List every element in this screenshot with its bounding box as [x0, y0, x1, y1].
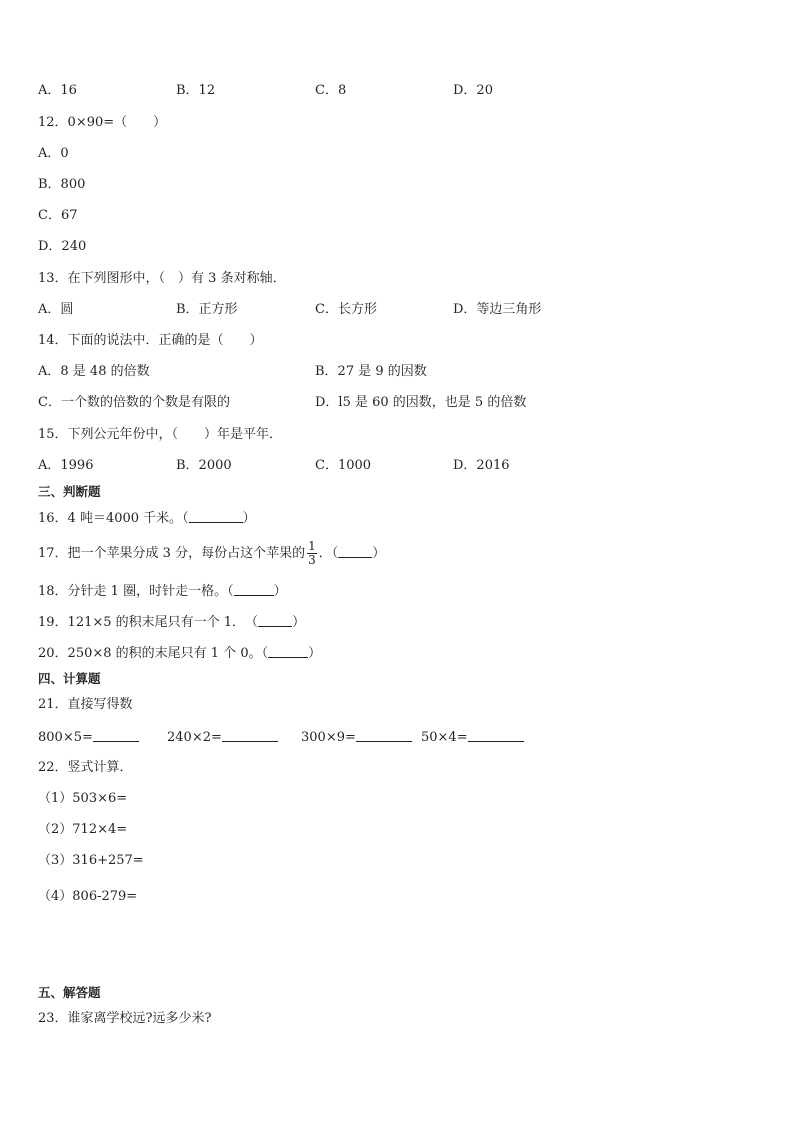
q11-option-b: B．12	[176, 83, 216, 98]
q21-item-3-expr: 300×9=	[301, 730, 356, 745]
q21-item-1-expr: 800×5=	[38, 730, 93, 745]
q17-text: 17．把一个苹果分成 3 分，每份占这个苹果的	[38, 546, 306, 561]
q17-fraction	[307, 540, 317, 567]
q20-text: 20．250×8 的积的末尾只有 1 个 0。（	[38, 646, 269, 661]
q17-answer-blank[interactable]	[338, 545, 372, 558]
q21-item-2-blank[interactable]	[222, 729, 278, 742]
q13-option-c: C．长方形	[315, 302, 377, 317]
q21-item-4	[421, 729, 524, 746]
q18-text: 18．分针走 1 圈，时针走一格。（	[38, 584, 234, 599]
q15-stem: 15．下列公元年份中，（ ）年是平年．	[38, 427, 283, 442]
q13-option-b: B．正方形	[176, 302, 238, 317]
q17-mid: ．（	[318, 546, 339, 561]
q14-option-a: A．8 是 48 的倍数	[38, 364, 150, 379]
q21-item-3-blank[interactable]	[356, 729, 412, 742]
q14-option-c: C．一个数的倍数的个数是有限的	[38, 395, 230, 410]
q19-answer-blank[interactable]	[258, 614, 292, 627]
q22-item-2: （2）712×4=	[38, 822, 128, 837]
section-3-title: 三、判断题	[38, 484, 101, 499]
q21-item-1	[38, 729, 139, 746]
q20-answer-blank[interactable]	[268, 645, 308, 658]
q12-option-a: A．0	[38, 146, 69, 161]
q15-option-d: D．2016	[453, 458, 510, 473]
q11-option-d: D．20	[453, 83, 493, 98]
q15-option-b: B．2000	[176, 458, 232, 473]
q21-item-1-blank[interactable]	[93, 729, 139, 742]
section-5-title: 五、解答题	[38, 985, 101, 1000]
q17-numerator: 1	[308, 539, 316, 553]
q21-item-4-expr: 50×4=	[421, 730, 468, 745]
q18-close: ）	[273, 584, 287, 599]
q13-option-a: A．圆	[38, 302, 74, 317]
q22-item-1: （1）503×6=	[38, 791, 128, 806]
q15-option-c: C．1000	[315, 458, 372, 473]
q11-option-c: C．8	[315, 83, 347, 98]
q17-denominator: 3	[308, 553, 316, 567]
q23-stem: 23．谁家离学校远?远多少米?	[38, 1011, 212, 1026]
q16-stem	[38, 510, 256, 527]
q13-stem: 13．在下列图形中，（ ）有 3 条对称轴．	[38, 271, 286, 286]
q21-item-2-expr: 240×2=	[167, 730, 222, 745]
q21-item-3	[301, 729, 412, 746]
q11-option-a: A．16	[38, 83, 77, 98]
q17-close: ）	[372, 546, 386, 561]
q12-stem: 12．0×90=（ ）	[38, 115, 167, 130]
q21-stem: 21．直接写得数	[38, 697, 133, 712]
q17-stem	[38, 540, 385, 568]
q19-stem	[38, 614, 305, 631]
q18-stem	[38, 583, 287, 600]
q15-option-a: A．1996	[38, 458, 94, 473]
q20-close: ）	[308, 646, 322, 661]
q16-answer-blank[interactable]	[189, 510, 243, 523]
q22-item-3: （3）316+257=	[38, 853, 144, 868]
q12-option-b: B．800	[38, 177, 86, 192]
q14-option-b: B．27 是 9 的因数	[315, 364, 427, 379]
q18-answer-blank[interactable]	[234, 583, 274, 596]
q19-text: 19．121×5 的积末尾只有一个 1． （	[38, 615, 259, 630]
q14-option-d: D．l5 是 60 的因数，也是 5 的倍数	[315, 395, 527, 410]
q21-item-4-blank[interactable]	[468, 729, 524, 742]
q16-close: ）	[242, 511, 256, 526]
q12-option-c: C．67	[38, 208, 78, 223]
q22-stem: 22．竖式计算．	[38, 760, 133, 775]
q16-text: 16．4 吨＝4000 千米。（	[38, 511, 189, 526]
q20-stem	[38, 645, 321, 662]
q22-item-4: （4）806-279=	[38, 889, 138, 904]
q12-option-d: D．240	[38, 239, 87, 254]
section-4-title: 四、计算题	[38, 671, 101, 686]
q14-stem: 14．下面的说法中．正确的是（ ）	[38, 333, 263, 348]
q21-item-2	[167, 729, 278, 746]
q13-option-d: D．等边三角形	[453, 302, 542, 317]
q19-close: ）	[292, 615, 306, 630]
